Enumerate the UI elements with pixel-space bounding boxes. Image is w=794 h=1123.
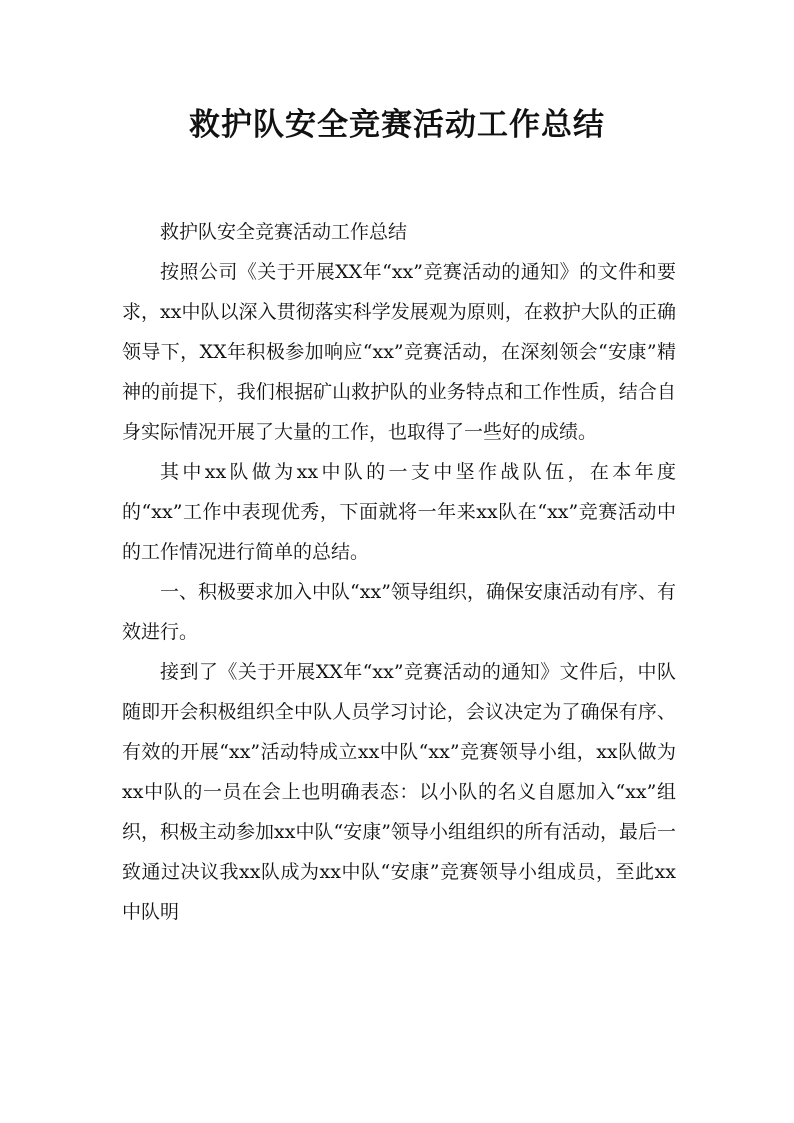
paragraph-subtitle: 救护队安全竞赛活动工作总结	[160, 221, 408, 243]
paragraph: 按照公司《关于开展XX年“xx”竞赛活动的通知》的文件和要求，xx中队以深入贯彻落实科学发展观为原则，在救护大队的正确领导下，XX年积极参加响应“xx”竞赛活动，在深刻领会“安康”精神的前提下，我们根据矿山救护队的业务特点和工作性质，结合自身实际情况开展了大量的工作，也取得了一些好的成绩。	[122, 261, 676, 443]
paragraph: 其中xx队做为xx中队的一支中坚作战队伍，在本年度的“xx”工作中表现优秀，下面就将一年来xx队在“xx”竞赛活动中的工作情况进行简单的总结。	[122, 461, 676, 563]
section-heading: 一、积极要求加入中队“xx”领导组织，确保安康活动有序、有效进行。	[122, 581, 676, 643]
document-title: 救护队安全竞赛活动工作总结	[189, 107, 605, 143]
document-body	[122, 212, 676, 932]
paragraph: 接到了《关于开展XX年“xx”竞赛活动的通知》文件后，中队随即开会积极组织全中队人员学习讨论，会议决定为了确保有序、有效的开展“xx”活动特成立xx中队“xx”竞赛领导小组，xx队做为xx中队的一员在会上也明确表态：以小队的名义自愿加入“xx”组织，积极主动参加xx中队“安康”领导小组组织的所有活动，最后一致通过决议我xx队成为xx中队“安康”竞赛领导小组成员，至此xx中队明	[122, 661, 676, 923]
